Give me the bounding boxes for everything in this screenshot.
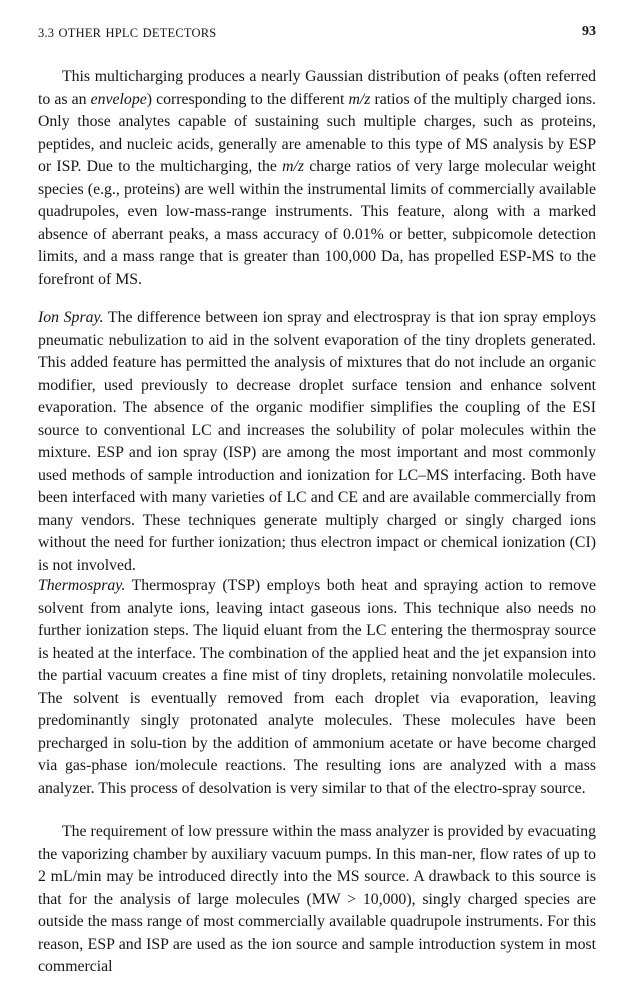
emphasis-term: m/z — [348, 90, 371, 108]
paragraph-low-pressure — [38, 821, 596, 979]
paragraph-text: charge ratios of very large molecular weight species (e.g., proteins) are well within the instrumental limits of commercially available quadrupoles, even low-mass-range instruments. This feature, along with a marked absence of aberrant peaks, a mass accuracy of 0.01% or better, subpicomole detection limits, and a mass range that is greater than 100,000 Da, has propelled ESP-MS to the forefront of MS. — [38, 158, 596, 288]
paragraph-text: This multicharging produces a nearly Gaussian distribution of peaks (often referred to as an — [38, 68, 596, 108]
paragraph-text: Thermospray (TSP) employs both heat and spraying action to remove solvent from analyte ions, leaving intact gaseous ions. This technique also needs no further ionization steps. The liquid eluant from the LC entering the thermospray source is heated at the interface. The combination of the applied heat and the jet expansion into the partial vacuum creates a fine mist of tiny droplets, retaining nonvolatile molecules. The solvent is eventually removed from each droplet via evaporation, leaving predominantly singly protonated analyte molecules. These molecules have been precharged in solu-tion by the addition of ammonium acetate or have become charged via gas-phase ion/molecule reactions. The resulting ions are analyzed with a mass analyzer. This process of desolvation is very similar to that of the electro-spray source. — [38, 577, 596, 797]
paragraph-text: ) corresponding to the different — [146, 90, 349, 108]
page-number: 93 — [582, 24, 596, 39]
emphasis-term: envelope — [90, 90, 147, 108]
paragraph-thermospray — [38, 575, 596, 800]
paragraph-text: ratios of the multiply charged ions. Only those analytes capable of sustaining such multiple charges, such as proteins, peptides, and nucleic acids, generally are amenable to this type of MS analysis by ESP or ISP. Due to the multicharging, the — [38, 90, 596, 175]
paragraph-multicharging — [38, 66, 596, 291]
emphasis-term: m/z — [282, 158, 305, 175]
running-head: 3.3 OTHER HPLC DETECTORS — [38, 26, 217, 40]
paragraph-text: The difference between ion spray and electrospray is that ion spray employs pneumatic nebulization to aid in the solvent evaporation of the tiny droplets generated. This added feature has permitted the analysis of mixtures that do not include an organic modifier, used previously to decrease droplet surface tension and enhance solvent evaporation. The absence of the organic modifier simplifies the coupling of the ESI source to conventional LC and increases the solubility of polar molecules within the mixture. ESP and ion spray (ISP) are among the most important and most commonly used methods of sample introduction and ionization for LC–MS interfacing. Both have been interfaced with many varieties of LC and CE and are available commercially from many vendors. These techniques generate multiply charged or singly charged ions without the need for further ionization; thus electron impact or chemical ionization (CI) is not involved. — [38, 309, 596, 574]
section-heading-thermospray: Thermospray. — [38, 577, 126, 594]
section-heading-ion-spray: Ion Spray. — [38, 309, 104, 326]
paragraph-ion-spray — [38, 307, 596, 577]
page-header — [38, 20, 596, 40]
paragraph-text: The requirement of low pressure within the mass analyzer is provided by evacuating the vaporizing chamber by auxiliary vacuum pumps. In this man-ner, flow rates of up to 2 mL/min may be introduced directly into the MS source. A drawback to this source is that for the analysis of large molecules (MW > 10,000), singly charged species are outside the mass range of most commercially available quadrupole instruments. For this reason, ESP and ISP are used as the ion source and sample introduction system in most commercial — [38, 823, 596, 975]
